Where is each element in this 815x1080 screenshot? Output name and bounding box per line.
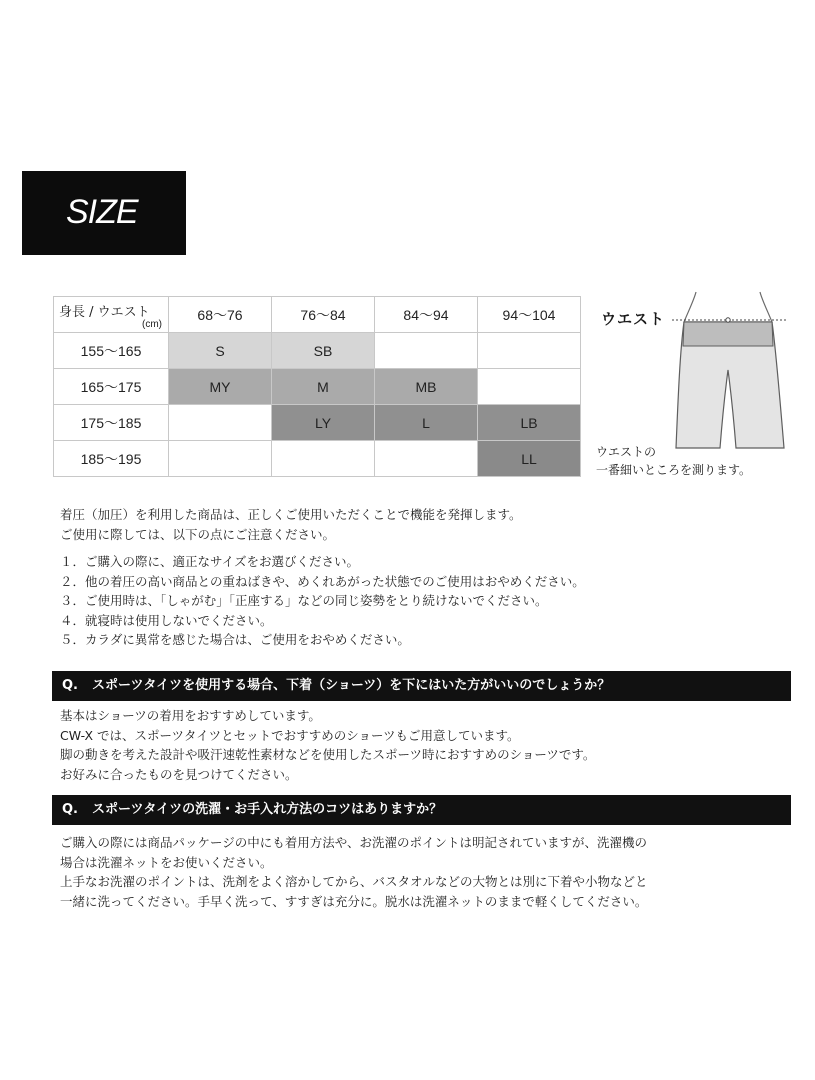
- size-banner: [22, 171, 186, 255]
- waist-label: ウエスト: [601, 310, 666, 328]
- faq-question-bar: [52, 671, 791, 701]
- answer-line: ご購入の際には商品パッケージの中にも着用方法や、お洗濯のポイントは明記されていますが、洗濯機の: [60, 835, 648, 850]
- size-cell: L: [375, 405, 478, 441]
- size-cell: [375, 333, 478, 369]
- size-cell: [478, 369, 581, 405]
- faq-question: スポーツタイツの洗濯・お手入れ方法のコツはありますか？: [92, 802, 443, 817]
- size-cell: [169, 441, 272, 477]
- column-header: 94〜104: [478, 297, 581, 333]
- answer-line: CW-X では、スポーツタイツとセットでおすすめのショーツもご用意しています。: [60, 727, 520, 743]
- table-corner-cell: [54, 297, 169, 333]
- waist-note-line: ウエストの: [596, 445, 657, 459]
- column-header: 84〜94: [375, 297, 478, 333]
- column-header: 68〜76: [169, 297, 272, 333]
- waist-note: [596, 443, 806, 479]
- table-row: [54, 333, 581, 369]
- size-cell: LY: [272, 405, 375, 441]
- corner-label: 身長 / ウエスト: [59, 305, 150, 320]
- table-row: [54, 369, 581, 405]
- size-cell: [169, 405, 272, 441]
- list-item: １．ご購入の際に、適正なサイズをお選びください。: [60, 554, 360, 569]
- answer-line: 一緒に洗ってください。手早く洗って、すすぎは充分に。脱水は洗濯ネットのままで軽くしてください。: [60, 893, 648, 909]
- list-item: ３．ご使用時は、「しゃがむ」「正座する」などの同じ姿勢をとり続けないでください。: [60, 593, 548, 608]
- row-header: 165〜175: [54, 369, 169, 405]
- size-cell: M: [272, 369, 375, 405]
- list-item: ５．カラダに異常を感じた場合は、ご使用をおやめください。: [60, 632, 410, 647]
- size-cell: LL: [478, 441, 581, 477]
- waist-note-line: 一番細いところを測ります。: [596, 463, 752, 477]
- caution-line: 着圧（加圧）を利用した商品は、正しくご使用いただくことで機能を発揮します。: [60, 507, 522, 522]
- answer-line: 場合は洗濯ネットをお使いください。: [60, 854, 273, 870]
- size-cell: MY: [169, 369, 272, 405]
- size-cell: [478, 333, 581, 369]
- row-header: 155〜165: [54, 333, 169, 369]
- caution-list: [60, 552, 585, 650]
- answer-line: 脚の動きを考えた設計や吸汗速乾性素材などを使用したスポーツ時におすすめのショーツです。: [60, 747, 596, 762]
- list-item: ２．他の着圧の高い商品との重ねばきや、めくれあがった状態でのご使用はおやめください。: [60, 573, 585, 589]
- size-chart-table: [53, 296, 581, 477]
- caution-intro: [60, 505, 522, 544]
- table-row: [54, 405, 581, 441]
- faq-question: スポーツタイツを使用する場合、下着（ショーツ）を下にはいた方がいいのでしょうか？: [92, 678, 611, 693]
- list-item: ４．就寝時は使用しないでください。: [60, 612, 273, 628]
- row-header: 175〜185: [54, 405, 169, 441]
- caution-line: ご使用に際しては、以下の点にご注意ください。: [60, 526, 336, 542]
- size-cell: LB: [478, 405, 581, 441]
- column-header: 76〜84: [272, 297, 375, 333]
- table-header-row: [54, 297, 581, 333]
- waistband: [683, 322, 773, 346]
- q-mark: Q.: [62, 678, 78, 693]
- faq-answer: [60, 833, 648, 911]
- faq-question-bar: [52, 795, 791, 825]
- table-row: [54, 441, 581, 477]
- size-title: SIZE: [66, 193, 138, 231]
- size-cell: MB: [375, 369, 478, 405]
- faq-answer: [60, 706, 595, 784]
- answer-line: 上手なお洗濯のポイントは、洗剤をよく溶かしてから、バスタオルなどの大物とは別に下着や小物などと: [60, 874, 648, 889]
- answer-line: お好みに合ったものを見つけてください。: [60, 766, 298, 782]
- size-cell: SB: [272, 333, 375, 369]
- size-cell: [272, 441, 375, 477]
- corner-unit: (cm): [142, 319, 162, 330]
- waist-marker: [726, 318, 730, 322]
- size-cell: [375, 441, 478, 477]
- row-header: 185〜195: [54, 441, 169, 477]
- answer-line: 基本はショーツの着用をおすすめしています。: [60, 708, 321, 723]
- size-cell: S: [169, 333, 272, 369]
- q-mark: Q.: [62, 802, 78, 817]
